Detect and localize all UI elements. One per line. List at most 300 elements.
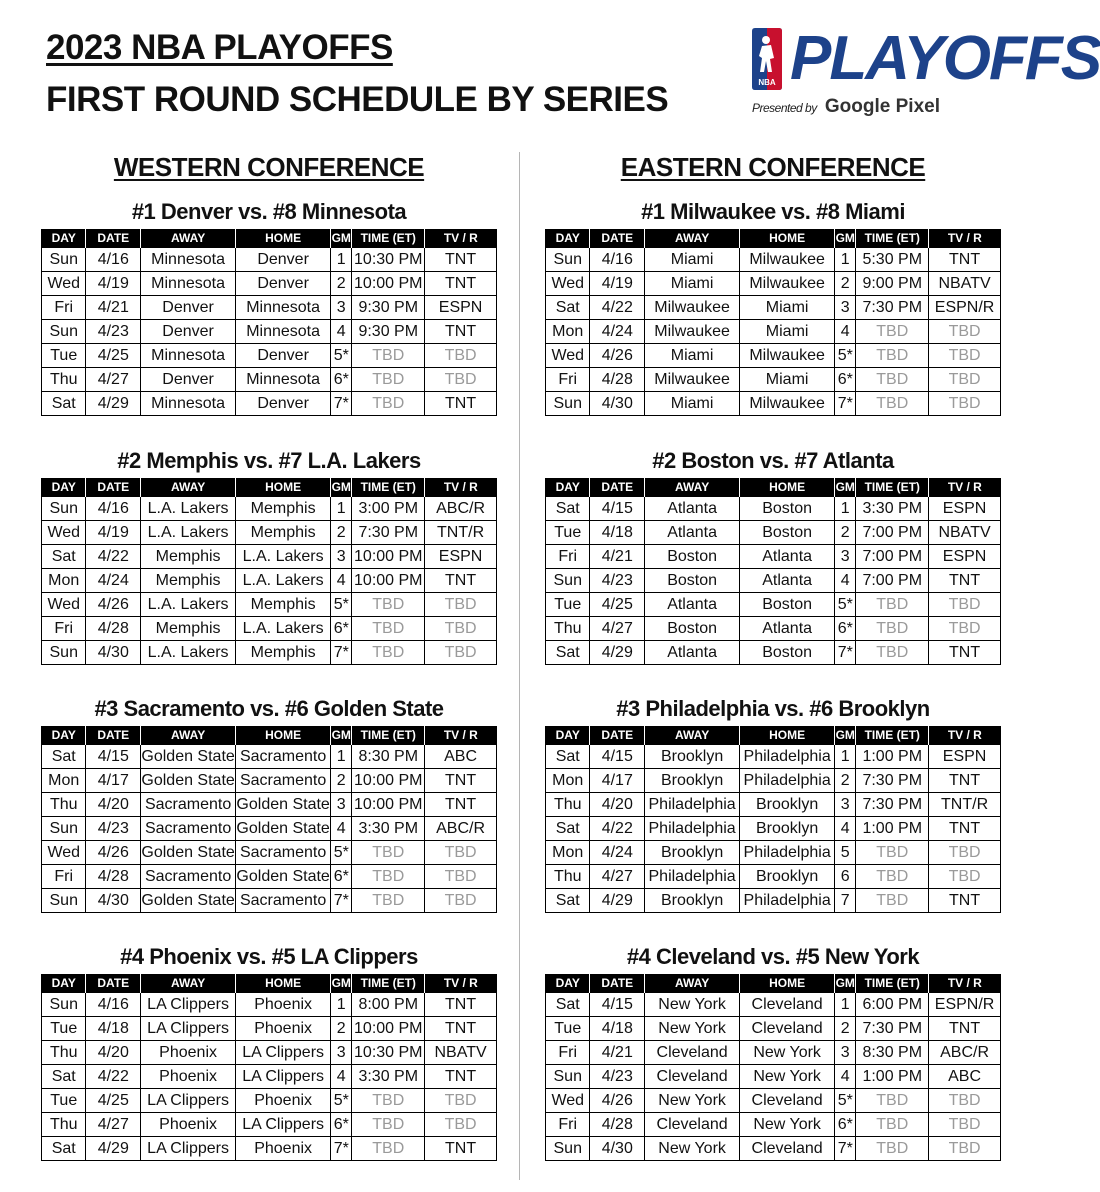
table-cell: Thu: [42, 793, 86, 817]
table-cell: Philadelphia: [645, 793, 740, 817]
table-cell: Sun: [42, 641, 86, 665]
table-cell: Atlanta: [740, 545, 835, 569]
column-header: DATE: [86, 229, 141, 248]
header-row: [42, 974, 497, 993]
table-cell: Mon: [546, 841, 590, 865]
column-header: TIME (ET): [352, 478, 425, 497]
table-cell: Philadelphia: [645, 817, 740, 841]
table-cell: TNT: [929, 569, 1001, 593]
table-cell: New York: [740, 1113, 835, 1137]
svg-text:NBA: NBA: [758, 78, 776, 87]
table-cell: 4/22: [86, 545, 141, 569]
table-row: [546, 1065, 1001, 1089]
table-cell: 1:00 PM: [856, 745, 929, 769]
table-cell: Sacramento: [141, 793, 236, 817]
table-cell: Mon: [546, 769, 590, 793]
table-cell: 4/28: [86, 865, 141, 889]
table-row: [546, 545, 1001, 569]
table-row: [42, 793, 497, 817]
table-cell: TBD: [929, 368, 1001, 392]
table-cell: Wed: [546, 344, 590, 368]
table-cell: Tue: [546, 1017, 590, 1041]
table-cell: 7*: [835, 392, 856, 416]
table-cell: 10:00 PM: [352, 793, 425, 817]
column-header: DATE: [590, 974, 645, 993]
column-header: TIME (ET): [352, 974, 425, 993]
table-cell: 4: [835, 817, 856, 841]
table-row: [42, 769, 497, 793]
table-cell: 4/18: [590, 521, 645, 545]
table-row: [546, 1113, 1001, 1137]
table-cell: 1: [331, 497, 352, 521]
table-cell: 4/25: [86, 1089, 141, 1113]
table-cell: 4/28: [86, 617, 141, 641]
table-cell: 4/28: [590, 1113, 645, 1137]
column-header: DAY: [546, 229, 590, 248]
header-row: [546, 478, 1001, 497]
table-cell: Denver: [141, 320, 236, 344]
table-row: [546, 865, 1001, 889]
table-cell: 10:30 PM: [352, 248, 425, 272]
conference-divider: [519, 152, 520, 1180]
table-cell: Wed: [42, 272, 86, 296]
table-cell: TNT: [425, 793, 497, 817]
sponsor-name: Google Pixel: [824, 96, 940, 117]
table-cell: 1:00 PM: [856, 817, 929, 841]
table-cell: L.A. Lakers: [236, 545, 331, 569]
table-cell: 5*: [331, 593, 352, 617]
column-header: AWAY: [141, 229, 236, 248]
table-cell: TBD: [425, 641, 497, 665]
series-schedule-table: [545, 726, 1001, 913]
table-cell: 4/28: [590, 368, 645, 392]
table-cell: Tue: [546, 593, 590, 617]
table-cell: ESPN: [425, 545, 497, 569]
table-row: [42, 1041, 497, 1065]
table-cell: 1: [835, 745, 856, 769]
table-cell: Memphis: [141, 545, 236, 569]
table-cell: LA Clippers: [236, 1113, 331, 1137]
table-row: [546, 272, 1001, 296]
column-header: TV / R: [929, 974, 1001, 993]
table-cell: Sun: [42, 889, 86, 913]
table-cell: 10:00 PM: [352, 569, 425, 593]
table-cell: Boston: [740, 521, 835, 545]
column-header: AWAY: [645, 726, 740, 745]
table-cell: Sacramento: [141, 865, 236, 889]
table-cell: Thu: [42, 368, 86, 392]
table-cell: 7:30 PM: [856, 769, 929, 793]
table-cell: 4/19: [86, 521, 141, 545]
table-cell: Minnesota: [236, 320, 331, 344]
table-cell: Phoenix: [141, 1065, 236, 1089]
column-header: GM: [331, 726, 352, 745]
table-cell: TBD: [352, 368, 425, 392]
table-row: [546, 1089, 1001, 1113]
table-cell: ABC/R: [425, 817, 497, 841]
table-cell: Cleveland: [645, 1065, 740, 1089]
table-cell: NBATV: [425, 1041, 497, 1065]
table-row: [546, 392, 1001, 416]
table-cell: 10:00 PM: [352, 769, 425, 793]
table-cell: TBD: [425, 841, 497, 865]
table-cell: Denver: [236, 344, 331, 368]
table-cell: 4/23: [86, 320, 141, 344]
table-cell: Sun: [546, 1137, 590, 1161]
series-block: [545, 940, 1001, 1161]
table-cell: ABC: [929, 1065, 1001, 1089]
table-row: [42, 889, 497, 913]
table-cell: 1:00 PM: [856, 1065, 929, 1089]
table-cell: 7:30 PM: [856, 296, 929, 320]
table-cell: 3:00 PM: [352, 497, 425, 521]
table-cell: NBATV: [929, 272, 1001, 296]
table-cell: TBD: [856, 1113, 929, 1137]
column-header: AWAY: [141, 974, 236, 993]
table-cell: TBD: [425, 344, 497, 368]
table-cell: Brooklyn: [645, 889, 740, 913]
table-cell: Milwaukee: [645, 320, 740, 344]
table-cell: 4/16: [86, 497, 141, 521]
table-cell: 7:00 PM: [856, 569, 929, 593]
series-schedule-table: [545, 974, 1001, 1161]
table-cell: 4/15: [590, 993, 645, 1017]
table-cell: New York: [740, 1065, 835, 1089]
table-cell: 4/30: [590, 1137, 645, 1161]
column-header: HOME: [740, 974, 835, 993]
table-cell: Denver: [236, 272, 331, 296]
table-cell: Sun: [42, 320, 86, 344]
table-cell: TBD: [352, 392, 425, 416]
table-cell: TBD: [856, 1137, 929, 1161]
table-cell: ESPN: [425, 296, 497, 320]
table-cell: 2: [835, 272, 856, 296]
column-header: DAY: [546, 726, 590, 745]
table-cell: 9:30 PM: [352, 296, 425, 320]
column-header: HOME: [236, 726, 331, 745]
table-cell: L.A. Lakers: [236, 617, 331, 641]
table-cell: New York: [645, 1137, 740, 1161]
table-cell: 4/24: [86, 569, 141, 593]
playoffs-wordmark: PLAYOFFS: [790, 24, 1100, 93]
column-header: TIME (ET): [352, 726, 425, 745]
column-header: TV / R: [425, 229, 497, 248]
table-cell: 4/29: [590, 641, 645, 665]
table-row: [42, 569, 497, 593]
series-schedule-table: [41, 229, 497, 416]
series-schedule-table: [545, 229, 1001, 416]
table-cell: TNT: [929, 248, 1001, 272]
table-cell: Sat: [546, 889, 590, 913]
table-cell: 4/25: [86, 344, 141, 368]
table-cell: 4/23: [86, 817, 141, 841]
table-cell: Golden State: [236, 793, 331, 817]
column-header: TIME (ET): [856, 726, 929, 745]
table-cell: Boston: [740, 497, 835, 521]
table-cell: New York: [645, 1017, 740, 1041]
table-row: [546, 841, 1001, 865]
series-block: [41, 940, 497, 1161]
table-cell: Milwaukee: [740, 344, 835, 368]
table-cell: Brooklyn: [645, 841, 740, 865]
column-header: DATE: [86, 478, 141, 497]
table-cell: Miami: [645, 392, 740, 416]
table-cell: Philadelphia: [645, 865, 740, 889]
table-cell: Memphis: [141, 617, 236, 641]
page-title: 2023 NBA PLAYOFFS: [46, 28, 393, 67]
table-cell: LA Clippers: [141, 1089, 236, 1113]
table-cell: TNT: [929, 817, 1001, 841]
table-cell: LA Clippers: [141, 993, 236, 1017]
table-cell: Fri: [42, 617, 86, 641]
table-cell: Fri: [546, 1113, 590, 1137]
table-cell: 4/24: [590, 841, 645, 865]
column-header: DAY: [546, 974, 590, 993]
column-header: TV / R: [425, 726, 497, 745]
header-row: [42, 229, 497, 248]
table-cell: TNT: [425, 320, 497, 344]
table-row: [546, 993, 1001, 1017]
table-cell: TBD: [856, 865, 929, 889]
table-cell: 2: [331, 769, 352, 793]
table-cell: 8:00 PM: [352, 993, 425, 1017]
table-cell: Memphis: [236, 641, 331, 665]
table-cell: 7:30 PM: [352, 521, 425, 545]
table-cell: 4: [331, 569, 352, 593]
page-subtitle: FIRST ROUND SCHEDULE BY SERIES: [46, 80, 669, 119]
table-cell: 4/27: [590, 617, 645, 641]
table-cell: L.A. Lakers: [141, 641, 236, 665]
table-cell: NBATV: [929, 521, 1001, 545]
table-cell: 4/19: [590, 272, 645, 296]
table-cell: 4/25: [590, 593, 645, 617]
table-row: [42, 1137, 497, 1161]
table-row: [42, 1089, 497, 1113]
table-cell: Cleveland: [645, 1113, 740, 1137]
series-schedule-table: [41, 478, 497, 665]
column-header: DAY: [42, 229, 86, 248]
column-header: AWAY: [645, 974, 740, 993]
table-cell: Minnesota: [236, 296, 331, 320]
table-cell: 10:00 PM: [352, 545, 425, 569]
table-cell: TBD: [856, 889, 929, 913]
table-cell: 2: [835, 769, 856, 793]
table-cell: TBD: [352, 344, 425, 368]
table-cell: 4/29: [86, 1137, 141, 1161]
table-row: [546, 368, 1001, 392]
table-cell: 10:00 PM: [352, 272, 425, 296]
column-header: HOME: [236, 478, 331, 497]
table-cell: ABC/R: [929, 1041, 1001, 1065]
table-cell: TNT: [425, 1137, 497, 1161]
header-row: [42, 478, 497, 497]
table-cell: Sun: [42, 248, 86, 272]
table-row: [546, 817, 1001, 841]
table-cell: Phoenix: [236, 993, 331, 1017]
table-cell: 4/19: [86, 272, 141, 296]
table-cell: Minnesota: [236, 368, 331, 392]
table-cell: 2: [331, 521, 352, 545]
table-cell: Milwaukee: [740, 392, 835, 416]
column-header: AWAY: [645, 229, 740, 248]
table-row: [42, 368, 497, 392]
table-cell: 4/20: [86, 1041, 141, 1065]
table-cell: 4/16: [590, 248, 645, 272]
table-cell: TBD: [929, 1137, 1001, 1161]
table-cell: Denver: [236, 248, 331, 272]
table-row: [42, 641, 497, 665]
table-cell: 6*: [835, 1113, 856, 1137]
table-cell: 3: [835, 296, 856, 320]
table-cell: Fri: [42, 865, 86, 889]
table-cell: Philadelphia: [740, 769, 835, 793]
nba-shield-icon: [752, 28, 782, 90]
table-cell: Boston: [645, 617, 740, 641]
table-cell: 4/23: [590, 569, 645, 593]
series-title: #4 Cleveland vs. #5 New York: [626, 944, 920, 969]
table-row: [42, 817, 497, 841]
table-cell: 4/21: [86, 296, 141, 320]
table-cell: Atlanta: [645, 641, 740, 665]
table-cell: Sat: [42, 392, 86, 416]
table-cell: Phoenix: [236, 1137, 331, 1161]
table-cell: 6*: [331, 617, 352, 641]
table-cell: Golden State: [141, 889, 236, 913]
series-block: [41, 692, 497, 913]
table-cell: 8:30 PM: [856, 1041, 929, 1065]
table-cell: Wed: [546, 1089, 590, 1113]
table-cell: L.A. Lakers: [141, 521, 236, 545]
table-cell: Cleveland: [740, 1089, 835, 1113]
column-header: GM: [835, 974, 856, 993]
conference-heading: EASTERN CONFERENCE: [620, 152, 926, 182]
table-cell: Denver: [141, 296, 236, 320]
table-cell: Miami: [740, 296, 835, 320]
table-cell: 6:00 PM: [856, 993, 929, 1017]
table-cell: TBD: [929, 320, 1001, 344]
table-cell: 1: [331, 248, 352, 272]
table-cell: L.A. Lakers: [141, 593, 236, 617]
table-row: [42, 993, 497, 1017]
table-cell: TNT: [425, 569, 497, 593]
table-cell: 6*: [835, 617, 856, 641]
table-cell: Sun: [546, 1065, 590, 1089]
table-cell: TNT: [425, 993, 497, 1017]
table-cell: 4/24: [590, 320, 645, 344]
column-header: DAY: [42, 726, 86, 745]
table-cell: Sat: [546, 296, 590, 320]
table-cell: TBD: [856, 320, 929, 344]
presented-by: [752, 96, 940, 118]
table-cell: 4: [835, 1065, 856, 1089]
table-row: [42, 1065, 497, 1089]
column-header: DATE: [590, 726, 645, 745]
table-cell: Sacramento: [236, 769, 331, 793]
table-row: [42, 392, 497, 416]
table-cell: TNT: [425, 1065, 497, 1089]
table-cell: Mon: [42, 769, 86, 793]
table-cell: TBD: [425, 368, 497, 392]
table-cell: Minnesota: [141, 248, 236, 272]
column-header: DATE: [590, 229, 645, 248]
table-cell: Sat: [42, 745, 86, 769]
table-cell: LA Clippers: [141, 1017, 236, 1041]
table-cell: New York: [645, 993, 740, 1017]
table-row: [546, 497, 1001, 521]
table-cell: TBD: [352, 865, 425, 889]
table-cell: 4/20: [590, 793, 645, 817]
header-row: [546, 974, 1001, 993]
table-row: [42, 272, 497, 296]
table-cell: TBD: [352, 641, 425, 665]
table-cell: 7*: [331, 641, 352, 665]
table-cell: Sat: [546, 497, 590, 521]
series-schedule-table: [41, 726, 497, 913]
table-cell: Sacramento: [236, 745, 331, 769]
column-header: GM: [331, 478, 352, 497]
column-header: DAY: [546, 478, 590, 497]
table-cell: Phoenix: [236, 1017, 331, 1041]
table-cell: Fri: [546, 368, 590, 392]
column-header: AWAY: [645, 478, 740, 497]
table-cell: 4/30: [590, 392, 645, 416]
table-cell: Sun: [546, 392, 590, 416]
table-cell: Atlanta: [645, 593, 740, 617]
table-cell: Philadelphia: [740, 889, 835, 913]
table-row: [546, 320, 1001, 344]
column-header: AWAY: [141, 726, 236, 745]
table-cell: Brooklyn: [740, 793, 835, 817]
column-header: TV / R: [425, 974, 497, 993]
table-cell: 7:30 PM: [856, 1017, 929, 1041]
series-block: [41, 444, 497, 665]
table-cell: Thu: [42, 1041, 86, 1065]
table-cell: Cleveland: [740, 993, 835, 1017]
table-cell: Brooklyn: [645, 769, 740, 793]
table-cell: Atlanta: [740, 569, 835, 593]
column-header: HOME: [740, 726, 835, 745]
table-cell: 7:30 PM: [856, 793, 929, 817]
table-cell: TNT/R: [929, 793, 1001, 817]
table-cell: 7*: [835, 641, 856, 665]
table-row: [42, 344, 497, 368]
table-cell: Miami: [740, 368, 835, 392]
table-cell: 2: [331, 1017, 352, 1041]
column-header: DATE: [86, 726, 141, 745]
table-cell: Miami: [645, 248, 740, 272]
table-cell: 6*: [331, 1113, 352, 1137]
table-cell: Sun: [42, 993, 86, 1017]
table-row: [546, 521, 1001, 545]
table-cell: 4/21: [590, 1041, 645, 1065]
table-cell: Cleveland: [740, 1017, 835, 1041]
table-cell: Sun: [546, 569, 590, 593]
table-cell: 4/22: [86, 1065, 141, 1089]
table-cell: Boston: [645, 545, 740, 569]
header-row: [546, 229, 1001, 248]
table-cell: 4/26: [590, 344, 645, 368]
table-row: [42, 497, 497, 521]
column-header: GM: [835, 478, 856, 497]
table-cell: TBD: [425, 1113, 497, 1137]
table-cell: Boston: [740, 641, 835, 665]
table-cell: 4: [331, 817, 352, 841]
series-schedule-table: [545, 478, 1001, 665]
table-row: [42, 1113, 497, 1137]
table-cell: Tue: [546, 521, 590, 545]
table-cell: 5*: [835, 1089, 856, 1113]
table-cell: 6*: [331, 368, 352, 392]
